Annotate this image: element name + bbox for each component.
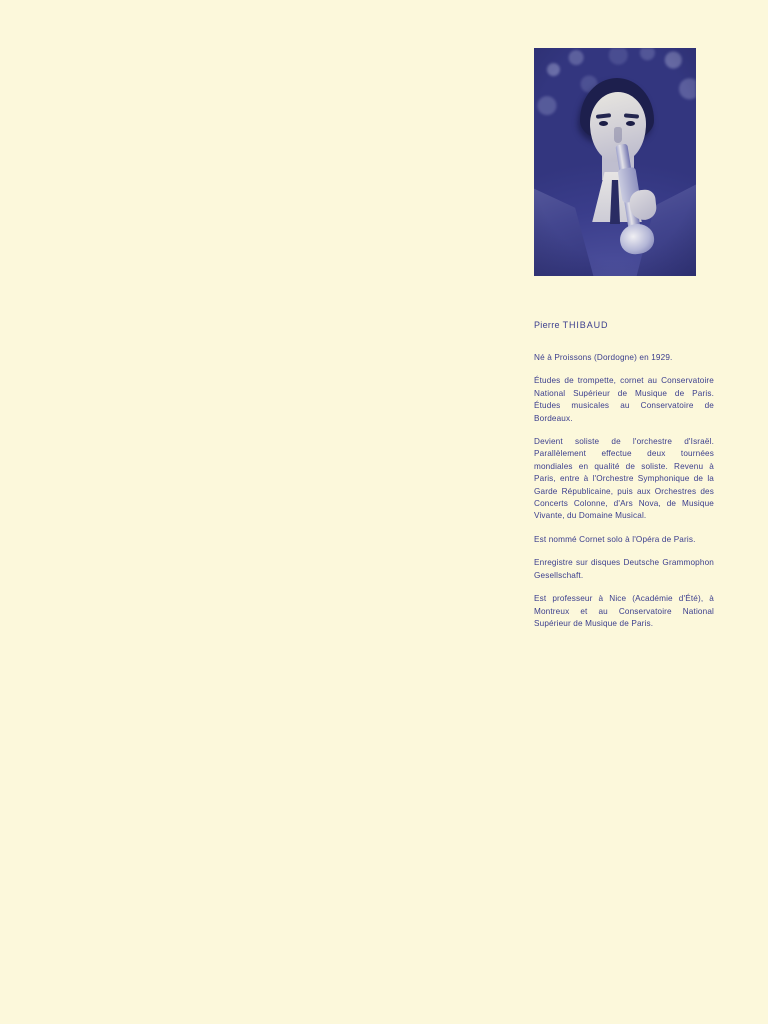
portrait-photo: [534, 48, 696, 276]
biography-paragraph: Né à Proissons (Dordogne) en 1929.: [534, 353, 673, 362]
biography-paragraph: Est nommé Cornet solo à l'Opéra de Paris.: [534, 534, 696, 544]
biography-paragraph: Enregistre sur disques Deutsche Grammophon Gesellschaft.: [534, 558, 714, 580]
biography-paragraph: Devient soliste de l'orchestre d'Israël. Parallèlement effectue deux tournées mondiales en qualité de soliste. Revenu à Paris, entre à l'Orchestre Symphonique de la Garde Républicaine, puis aux Orchestres des Concerts Colonne, d'Ars Nova, de Musique Vivante, du Domaine Musical.: [534, 437, 714, 521]
photo-eye-right: [626, 121, 635, 126]
biography-paragraph: Est professeur à Nice (Académie d'Été), à Montreux et au Conservatoire National Supérieur de Musique de Paris.: [534, 594, 714, 628]
biography-paragraph: Études de trompette, cornet au Conservatoire National Supérieur de Musique de Paris. Études musicales au Conservatoire de Bordeaux.: [534, 376, 714, 423]
performer-first-name: Pierre: [534, 320, 563, 330]
photo-eye-left: [599, 121, 608, 126]
biography-text: [534, 352, 714, 630]
photo-nose: [614, 127, 622, 143]
biography-column: [534, 48, 714, 630]
performer-last-name: THIBAUD: [562, 320, 609, 330]
performer-name: [534, 320, 714, 330]
